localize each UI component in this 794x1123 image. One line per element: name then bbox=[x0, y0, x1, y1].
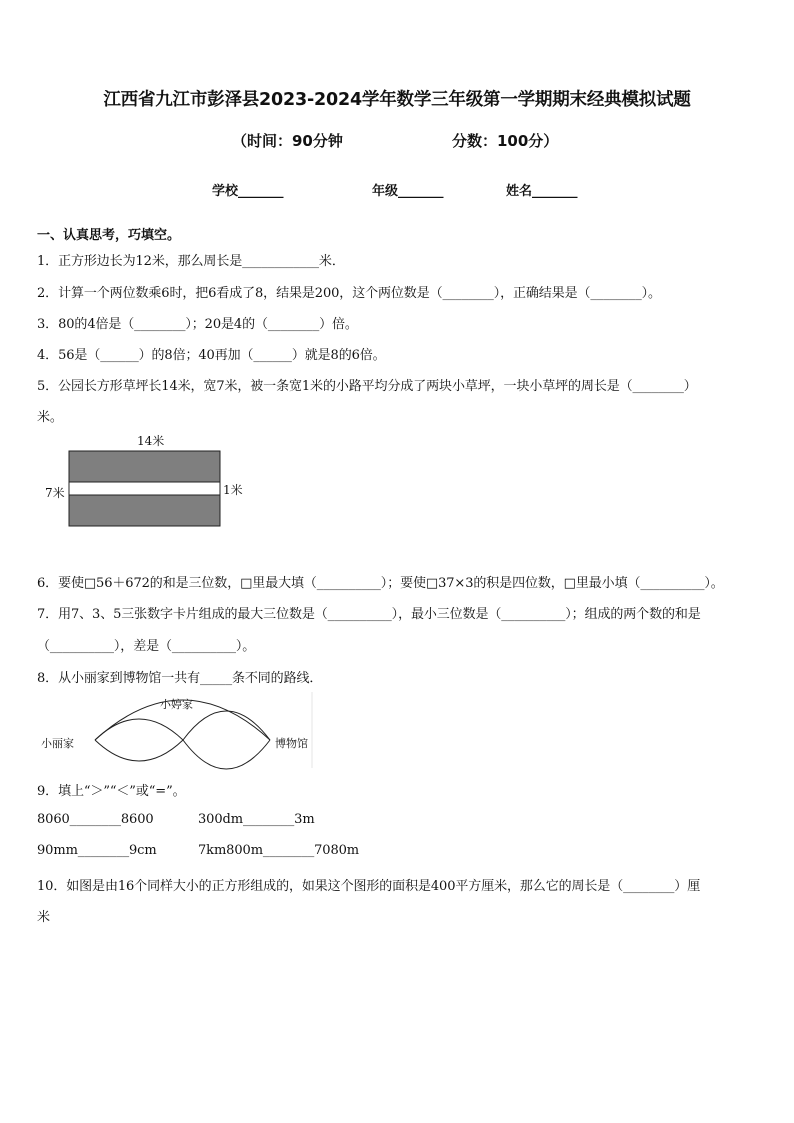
route-right-bottom bbox=[183, 740, 270, 769]
figure5-width-label: 7米 bbox=[45, 486, 65, 500]
figure5-path-label: 1米 bbox=[223, 483, 243, 497]
school-field: 学校_______ bbox=[212, 184, 284, 199]
page-title: 江西省九江市彭泽县2023-2024学年数学三年级第一学期期末经典模拟试题 bbox=[103, 90, 691, 110]
question-9: 9．填上“＞”“＜”或“=”。 bbox=[37, 784, 186, 799]
question-10-line2: 米 bbox=[37, 910, 50, 925]
exam-time: （时间：90分钟 bbox=[232, 132, 343, 150]
figure8-middle-label: 小婷家 bbox=[160, 698, 193, 711]
question-6: 6．要使□56＋672的和是三位数，□里最大填（__________）；要使□37×3的积是四位数，□里最小填（__________）。 bbox=[37, 576, 724, 591]
question-7-line2: （__________），差是（__________）。 bbox=[37, 639, 256, 654]
routes-diagram bbox=[0, 690, 300, 770]
section-heading: 一、认真思考，巧填空。 bbox=[37, 228, 181, 243]
question-7-line1: 7．用7、3、5三张数字卡片组成的最大三位数是（__________），最小三位数是（__________）；组成的两个数的和是 bbox=[37, 607, 701, 622]
figure8-end-label: 博物馆 bbox=[275, 737, 308, 750]
question-8: 8．从小丽家到博物馆一共有_____条不同的路线． bbox=[37, 671, 323, 686]
route-direct bbox=[95, 700, 270, 740]
question-9-item-d: 7km800m________7080m bbox=[198, 843, 360, 858]
question-10-line1: 10．如图是由16个同样大小的正方形组成的，如果这个图形的面积是400平方厘米，那么它的周长是（________）厘 bbox=[37, 879, 701, 894]
route-right-top bbox=[183, 711, 270, 740]
question-9-item-a: 8060________8600 bbox=[37, 812, 154, 827]
upper-lawn bbox=[69, 451, 220, 482]
question-4: 4．56是（______）的8倍；40再加（______）就是8的6倍。 bbox=[37, 348, 386, 363]
question-3: 3．80的4倍是（________）；20是4的（________）倍。 bbox=[37, 317, 358, 332]
question-2: 2．计算一个两位数乘6时，把6看成了8，结果是200，这个两位数是（________），正确结果是（________）。 bbox=[37, 286, 661, 301]
question-9-item-c: 90mm________9cm bbox=[37, 843, 157, 858]
name-field: 姓名_______ bbox=[506, 184, 578, 199]
figure5-length-label: 14米 bbox=[137, 434, 165, 448]
question-5-line1: 5．公园长方形草坪长14米，宽7米，被一条宽1米的小路平均分成了两块小草坪，一块小草坪的周长是（________） bbox=[37, 379, 697, 394]
lower-lawn bbox=[69, 495, 220, 526]
grade-field: 年级_______ bbox=[372, 184, 444, 199]
lawn-rectangle-figure bbox=[68, 450, 222, 528]
question-1: 1．正方形边长为12米，那么周长是____________米． bbox=[37, 254, 345, 269]
question-5-line2: 米。 bbox=[37, 410, 63, 425]
route-left-bottom bbox=[95, 740, 183, 761]
question-9-item-b: 300dm________3m bbox=[198, 812, 315, 827]
figure8-start-label: 小丽家 bbox=[41, 737, 74, 750]
path-strip bbox=[69, 482, 220, 495]
exam-score: 分数：100分） bbox=[452, 132, 559, 150]
